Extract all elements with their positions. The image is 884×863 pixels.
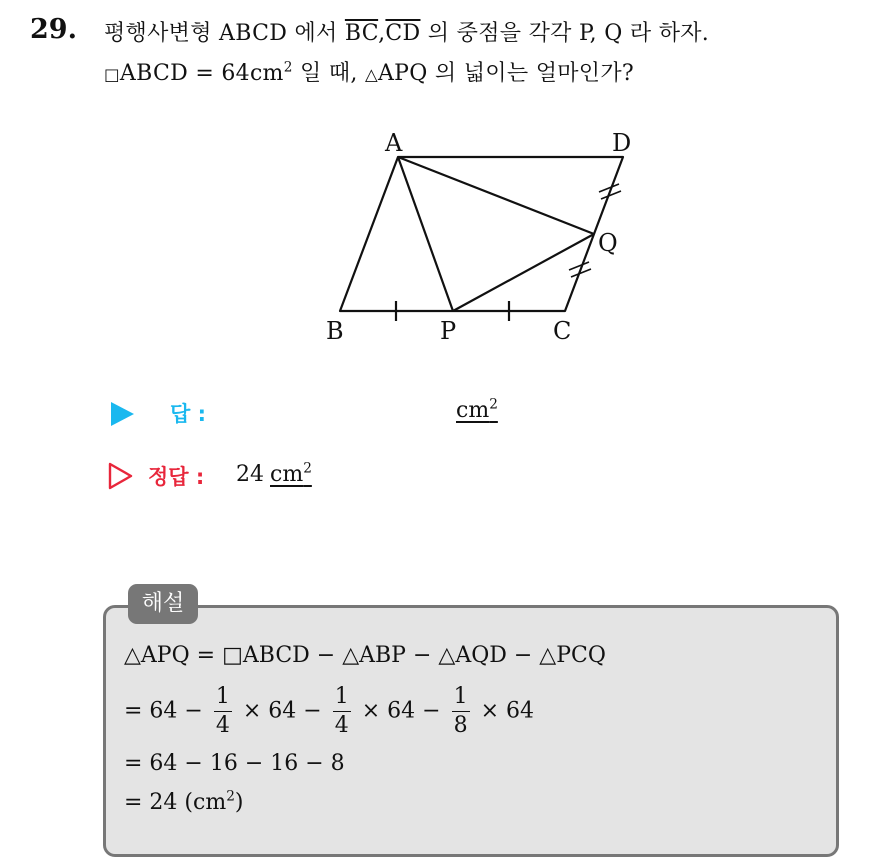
- label-c: C: [553, 317, 572, 345]
- label-d: D: [612, 129, 632, 157]
- label-a: A: [385, 129, 403, 157]
- question-text: 의 중점을 각각 P, Q 라 하자.: [420, 21, 710, 46]
- expr-text: = 64 −: [124, 698, 203, 724]
- play-icon: [111, 402, 134, 426]
- denominator: 4: [215, 713, 230, 738]
- answer-unit: [456, 398, 498, 423]
- triangle-symbol: △: [364, 65, 378, 84]
- fraction-2: [333, 683, 351, 740]
- expr-text: ): [234, 790, 244, 815]
- fraction-3: [452, 683, 470, 740]
- label-p: P: [440, 317, 457, 345]
- question-number: 29.: [30, 14, 77, 45]
- expr-text: × 64 −: [242, 698, 322, 724]
- question-text: ABCD = 64cm: [119, 61, 284, 86]
- parallelogram-abcd: [340, 157, 623, 311]
- question-text: APQ 의 넓이는 얼마인가?: [377, 61, 635, 86]
- answer-label: 답 :: [170, 402, 206, 426]
- comma: ,: [378, 21, 386, 46]
- solution-line-3: = 64 − 16 − 16 − 8: [124, 751, 345, 776]
- unit-text: cm: [270, 462, 304, 487]
- expr-text: × 64: [480, 698, 534, 724]
- question-line-1: [104, 16, 709, 47]
- fraction-1: [214, 683, 232, 740]
- parallelogram-symbol: □: [104, 65, 120, 84]
- tick-qc-1: [569, 262, 589, 270]
- solution-line-4: [124, 790, 243, 815]
- numerator: 1: [214, 683, 232, 712]
- segment-pq: [453, 234, 594, 311]
- denominator: 4: [334, 713, 349, 738]
- correct-answer-value: 24: [236, 462, 264, 487]
- denominator: 8: [453, 713, 468, 738]
- solution-tab: 해설: [128, 584, 198, 624]
- question-line-2: [104, 56, 634, 87]
- segment-bc: $\overline{BC}$: [344, 21, 379, 46]
- segment-ap: [398, 157, 453, 311]
- answer-row: [108, 396, 528, 432]
- parallelogram-figure: [315, 125, 655, 350]
- expr-text: = 24 (cm: [124, 790, 227, 815]
- tick-dq-2: [601, 191, 621, 199]
- label-q: Q: [598, 229, 618, 257]
- superscript: 2: [283, 59, 293, 76]
- question-text: 평행사변형 ABCD 에서: [104, 21, 345, 46]
- correct-answer-row: [108, 460, 528, 496]
- unit-superscript: 2: [303, 460, 312, 477]
- label-b: B: [326, 317, 344, 345]
- segment-aq: [398, 157, 594, 234]
- unit-superscript: 2: [489, 396, 498, 413]
- correct-answer-unit: [270, 462, 312, 487]
- segment-cd: $\overline{CD}$: [385, 21, 421, 46]
- numerator: 1: [333, 683, 351, 712]
- outline-play-icon: [108, 462, 134, 490]
- correct-answer-label: 정답 :: [148, 465, 205, 489]
- superscript: 2: [226, 788, 235, 805]
- solution-line-1: △APQ = □ABCD − △ABP − △AQD − △PCQ: [124, 643, 606, 668]
- question-text: 일 때,: [292, 61, 365, 86]
- numerator: 1: [452, 683, 470, 712]
- solution-line-2: [124, 683, 534, 740]
- unit-text: cm: [456, 398, 490, 423]
- expr-text: × 64 −: [361, 698, 441, 724]
- tick-dq-1: [599, 184, 619, 192]
